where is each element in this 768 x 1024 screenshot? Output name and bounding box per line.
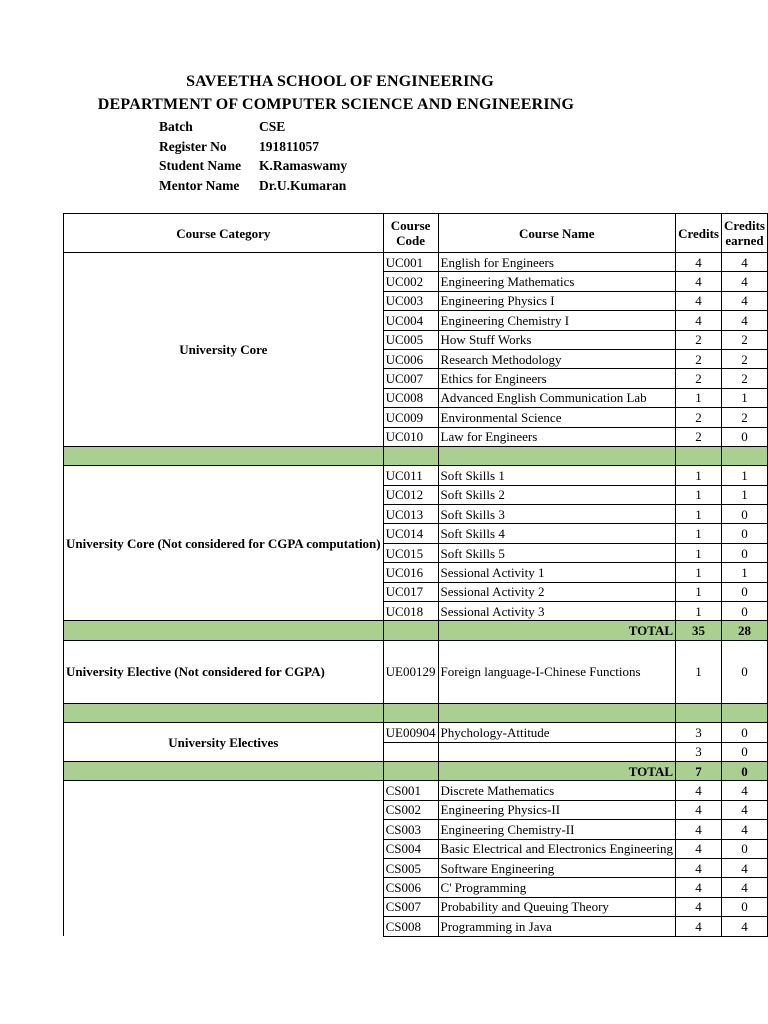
course-code-cell: UC015 <box>383 543 438 562</box>
course-code-cell: UE00129 <box>383 640 438 703</box>
separator-cell <box>438 446 676 465</box>
total-credits-earned: 28 <box>722 621 768 640</box>
course-name-cell: Sessional Activity 1 <box>438 563 676 582</box>
course-code-cell: UC012 <box>383 485 438 504</box>
course-code-cell: CS001 <box>383 781 438 800</box>
course-code-cell: UC002 <box>383 272 438 291</box>
header-course-code: Course Code <box>383 214 438 253</box>
credits-earned-cell: 0 <box>722 742 768 761</box>
credits-cell: 2 <box>676 349 722 368</box>
course-code-cell: CS005 <box>383 858 438 877</box>
credits-earned-cell: 0 <box>722 524 768 543</box>
mentor-row <box>159 176 347 196</box>
course-name-cell: Soft Skills 5 <box>438 543 676 562</box>
credits-earned-cell: 4 <box>722 917 768 936</box>
credits-earned-cell: 2 <box>722 330 768 349</box>
credits-cell: 4 <box>676 878 722 897</box>
credits-cell: 2 <box>676 330 722 349</box>
credits-earned-cell: 0 <box>722 427 768 446</box>
credits-cell: 3 <box>676 742 722 761</box>
credits-cell: 1 <box>676 563 722 582</box>
course-name-cell: C' Programming <box>438 878 676 897</box>
course-table <box>63 213 768 937</box>
total-credits-earned: 0 <box>722 761 768 780</box>
course-code-cell: UC017 <box>383 582 438 601</box>
course-name-cell <box>438 742 676 761</box>
credits-cell: 4 <box>676 858 722 877</box>
credits-earned-cell: 2 <box>722 349 768 368</box>
credits-cell: 1 <box>676 485 722 504</box>
credits-cell: 1 <box>676 602 722 621</box>
course-name-cell: Engineering Physics-II <box>438 800 676 819</box>
separator-cell <box>722 446 768 465</box>
header-credits: Credits <box>676 214 722 253</box>
course-name-cell: Research Methodology <box>438 349 676 368</box>
student-info <box>159 117 347 195</box>
credits-earned-cell: 0 <box>722 582 768 601</box>
credits-earned-cell: 4 <box>722 800 768 819</box>
course-name-cell: Soft Skills 4 <box>438 524 676 543</box>
table-row <box>64 781 768 800</box>
course-code-cell: UC010 <box>383 427 438 446</box>
batch-label: Batch <box>159 119 193 134</box>
table-row <box>64 466 768 485</box>
course-code-cell: CS003 <box>383 820 438 839</box>
course-category-cell: University Core <box>64 253 384 447</box>
credits-earned-cell: 0 <box>722 505 768 524</box>
total-blank-cell <box>64 621 384 640</box>
separator-cell <box>64 703 384 722</box>
batch-row <box>159 117 347 137</box>
separator-cell <box>383 703 438 722</box>
mentor-label: Mentor Name <box>159 177 240 193</box>
separator-row <box>64 703 768 722</box>
credits-earned-cell: 1 <box>722 563 768 582</box>
course-name-cell: Sessional Activity 3 <box>438 602 676 621</box>
course-name-cell: Foreign language-I-Chinese Functions <box>438 640 676 703</box>
credits-earned-cell: 0 <box>722 897 768 916</box>
total-row-electives <box>64 761 768 780</box>
credits-earned-cell: 4 <box>722 878 768 897</box>
course-code-cell: UC003 <box>383 291 438 310</box>
separator-cell <box>676 446 722 465</box>
credits-earned-cell: 1 <box>722 466 768 485</box>
course-category-cell: University Elective (Not considered for CGPA) <box>64 640 384 703</box>
total-label: TOTAL <box>438 621 676 640</box>
course-code-cell: UC018 <box>383 602 438 621</box>
credits-cell: 2 <box>676 427 722 446</box>
course-code-cell: UC009 <box>383 408 438 427</box>
credits-cell: 4 <box>676 272 722 291</box>
course-code-cell: UC001 <box>383 253 438 272</box>
credits-earned-cell: 4 <box>722 858 768 877</box>
credits-earned-cell: 4 <box>722 311 768 330</box>
total-blank-cell <box>383 621 438 640</box>
table-header-row <box>64 214 768 253</box>
credits-earned-cell: 2 <box>722 408 768 427</box>
credits-earned-cell: 0 <box>722 839 768 858</box>
course-code-cell: UC011 <box>383 466 438 485</box>
header-course-name: Course Name <box>438 214 676 253</box>
course-code-cell: UC004 <box>383 311 438 330</box>
credits-earned-cell: 1 <box>722 485 768 504</box>
total-label: TOTAL <box>438 761 676 780</box>
course-name-cell: Software Engineering <box>438 858 676 877</box>
table-row <box>64 723 768 742</box>
course-name-cell: Programming in Java <box>438 917 676 936</box>
course-name-cell: Law for Engineers <box>438 427 676 446</box>
credits-cell: 1 <box>676 505 722 524</box>
course-code-cell: UE00904 <box>383 723 438 742</box>
credits-earned-cell: 4 <box>722 820 768 839</box>
total-blank-cell <box>64 761 384 780</box>
school-title: SAVEETHA SCHOOL OF ENGINEERING <box>186 73 494 90</box>
separator-cell <box>383 446 438 465</box>
course-code-cell: CS007 <box>383 897 438 916</box>
separator-row <box>64 446 768 465</box>
credits-cell: 2 <box>676 408 722 427</box>
course-name-cell: English for Engineers <box>438 253 676 272</box>
course-category-cell: University Core (Not considered for CGPA computation) <box>64 466 384 621</box>
credits-cell: 1 <box>676 543 722 562</box>
credits-cell: 4 <box>676 917 722 936</box>
course-code-cell: UC008 <box>383 388 438 407</box>
course-name-cell: Engineering Chemistry-II <box>438 820 676 839</box>
course-code-cell: CS002 <box>383 800 438 819</box>
table-row <box>64 253 768 272</box>
credits-cell: 1 <box>676 524 722 543</box>
course-code-cell: CS004 <box>383 839 438 858</box>
table-row <box>64 640 768 703</box>
mentor-value: Dr.U.Kumaran <box>259 177 347 193</box>
course-code-cell: UC006 <box>383 349 438 368</box>
credits-cell: 1 <box>676 466 722 485</box>
credits-earned-cell: 0 <box>722 640 768 703</box>
credits-earned-cell: 2 <box>722 369 768 388</box>
credits-cell: 4 <box>676 839 722 858</box>
course-name-cell: Engineering Mathematics <box>438 272 676 291</box>
total-credits: 7 <box>676 761 722 780</box>
credits-earned-cell: 0 <box>722 543 768 562</box>
course-name-cell: Soft Skills 1 <box>438 466 676 485</box>
separator-cell <box>722 703 768 722</box>
course-category-cell: University Electives <box>64 723 384 762</box>
batch-value: CSE <box>259 119 286 134</box>
total-row-core <box>64 621 768 640</box>
course-name-cell: Discrete Mathematics <box>438 781 676 800</box>
student-name-value: K.Ramaswamy <box>259 158 348 174</box>
credits-cell: 4 <box>676 291 722 310</box>
course-code-cell: UC007 <box>383 369 438 388</box>
separator-cell <box>64 446 384 465</box>
credits-cell: 2 <box>676 369 722 388</box>
credits-earned-cell: 4 <box>722 272 768 291</box>
separator-cell <box>676 703 722 722</box>
credits-cell: 4 <box>676 800 722 819</box>
course-name-cell: How Stuff Works <box>438 330 676 349</box>
course-name-cell: Basic Electrical and Electronics Engineering <box>438 839 676 858</box>
register-value: 191811057 <box>259 138 320 154</box>
credits-earned-cell: 4 <box>722 291 768 310</box>
course-name-cell: Probability and Queuing Theory <box>438 897 676 916</box>
student-name-row <box>159 156 347 176</box>
course-code-cell: UC014 <box>383 524 438 543</box>
course-name-cell: Environmental Science <box>438 408 676 427</box>
course-name-cell: Engineering Physics I <box>438 291 676 310</box>
course-code-cell: UC005 <box>383 330 438 349</box>
header-credits-earned: Credits earned <box>722 214 768 253</box>
course-category-cell <box>64 781 384 936</box>
course-name-cell: Advanced English Communication Lab <box>438 388 676 407</box>
credits-cell: 1 <box>676 640 722 703</box>
credits-cell: 3 <box>676 723 722 742</box>
course-name-cell: Ethics for Engineers <box>438 369 676 388</box>
course-name-cell: Engineering Chemistry I <box>438 311 676 330</box>
course-code-cell: UC013 <box>383 505 438 524</box>
credits-earned-cell: 0 <box>722 723 768 742</box>
credits-cell: 4 <box>676 781 722 800</box>
course-code-cell: UC016 <box>383 563 438 582</box>
department-title: DEPARTMENT OF COMPUTER SCIENCE AND ENGINEERING <box>97 96 575 113</box>
credits-cell: 4 <box>676 311 722 330</box>
credits-cell: 4 <box>676 820 722 839</box>
course-code-cell: CS008 <box>383 917 438 936</box>
credits-earned-cell: 0 <box>722 602 768 621</box>
course-code-cell: CS006 <box>383 878 438 897</box>
credits-cell: 4 <box>676 253 722 272</box>
credits-cell: 1 <box>676 582 722 601</box>
course-name-cell: Sessional Activity 2 <box>438 582 676 601</box>
total-blank-cell <box>383 761 438 780</box>
credits-earned-cell: 4 <box>722 781 768 800</box>
register-label: Register No <box>159 138 227 154</box>
credits-cell: 1 <box>676 388 722 407</box>
credits-cell: 4 <box>676 897 722 916</box>
course-code-cell <box>383 742 438 761</box>
course-name-cell: Phychology-Attitude <box>438 723 676 742</box>
total-credits: 35 <box>676 621 722 640</box>
credits-earned-cell: 4 <box>722 253 768 272</box>
table-body <box>64 253 768 937</box>
student-name-label: Student Name <box>159 158 242 174</box>
credits-earned-cell: 1 <box>722 388 768 407</box>
separator-cell <box>438 703 676 722</box>
course-name-cell: Soft Skills 3 <box>438 505 676 524</box>
course-name-cell: Soft Skills 2 <box>438 485 676 504</box>
header-course-category: Course Category <box>64 214 384 253</box>
register-row <box>159 137 347 157</box>
